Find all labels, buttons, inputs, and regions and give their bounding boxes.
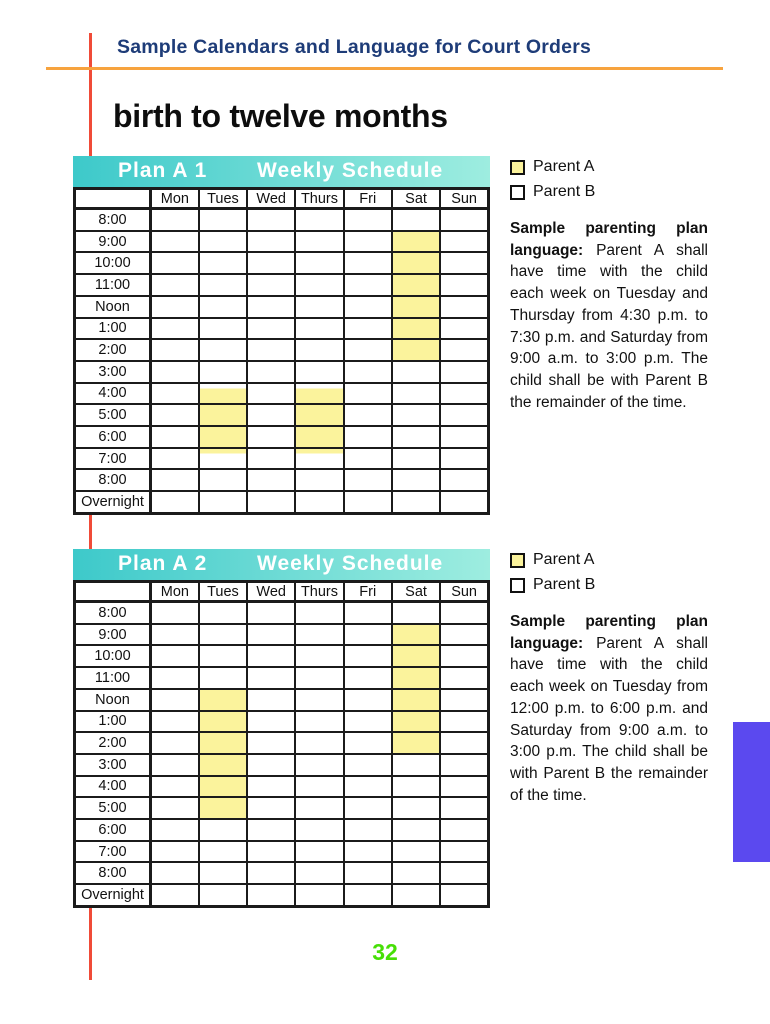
day-header: Wed <box>247 582 295 602</box>
schedule-cell <box>392 819 440 841</box>
schedule-cell <box>199 231 247 253</box>
schedule-cell <box>344 667 392 689</box>
schedule-title: Weekly Schedule <box>257 159 444 182</box>
schedule-cell <box>344 231 392 253</box>
day-header: Mon <box>151 582 199 602</box>
schedule-cell <box>151 624 199 646</box>
schedule-cell <box>392 624 440 646</box>
day-header: Tues <box>199 582 247 602</box>
schedule-cell <box>344 469 392 491</box>
schedule-cell <box>440 862 488 884</box>
schedule-cell <box>295 689 343 711</box>
schedule-cell <box>199 361 247 383</box>
plan-title-bar <box>73 549 490 580</box>
legend <box>510 551 708 594</box>
schedule-cell <box>151 797 199 819</box>
schedule-cell <box>295 841 343 863</box>
time-label: Overnight <box>75 884 151 906</box>
schedule-cell <box>151 862 199 884</box>
schedule-cell <box>344 339 392 361</box>
schedule-cell <box>199 624 247 646</box>
schedule-cell <box>344 754 392 776</box>
schedule-cell <box>247 645 295 667</box>
schedule-cell <box>440 754 488 776</box>
schedule-cell <box>247 318 295 340</box>
legend <box>510 158 708 201</box>
schedule-cell <box>247 732 295 754</box>
schedule-cell <box>440 841 488 863</box>
schedule-cell <box>392 252 440 274</box>
schedule-cell <box>344 711 392 733</box>
schedule-cell <box>247 819 295 841</box>
schedule-cell <box>295 383 343 405</box>
schedule-cell <box>440 361 488 383</box>
schedule-cell <box>440 209 488 231</box>
schedule-cell <box>392 209 440 231</box>
schedule-cell <box>199 776 247 798</box>
schedule-cell <box>295 361 343 383</box>
schedule-cell <box>295 645 343 667</box>
schedule-cell <box>392 689 440 711</box>
schedule-cell <box>247 491 295 513</box>
schedule-cell <box>199 339 247 361</box>
schedule-cell <box>247 296 295 318</box>
schedule-cell <box>440 426 488 448</box>
schedule-cell <box>392 841 440 863</box>
schedule-cell <box>151 404 199 426</box>
schedule-cell <box>247 404 295 426</box>
schedule-cell <box>344 884 392 906</box>
schedule-cell <box>392 491 440 513</box>
schedule-cell <box>151 754 199 776</box>
schedule-cell <box>392 383 440 405</box>
schedule-cell <box>295 862 343 884</box>
schedule-cell <box>440 274 488 296</box>
schedule-cell <box>151 448 199 470</box>
time-column-header <box>75 189 151 209</box>
time-label: 7:00 <box>75 448 151 470</box>
schedule-cell <box>344 645 392 667</box>
schedule-cell <box>247 624 295 646</box>
schedule-cell <box>199 862 247 884</box>
schedule-cell <box>392 339 440 361</box>
schedule-cell <box>392 884 440 906</box>
time-label: 4:00 <box>75 383 151 405</box>
legend-label: Parent A <box>533 158 595 175</box>
schedule-cell <box>344 448 392 470</box>
schedule-cell <box>199 602 247 624</box>
schedule-cell <box>151 776 199 798</box>
schedule-cell <box>344 624 392 646</box>
language-paragraph <box>510 218 708 413</box>
schedule-cell <box>440 819 488 841</box>
schedule-cell <box>151 231 199 253</box>
schedule-cell <box>440 711 488 733</box>
day-header: Sat <box>392 582 440 602</box>
schedule-cell <box>151 602 199 624</box>
time-label: 11:00 <box>75 667 151 689</box>
schedule-cell <box>440 339 488 361</box>
schedule-cell <box>440 231 488 253</box>
schedule-cell <box>440 296 488 318</box>
schedule-cell <box>247 689 295 711</box>
schedule-cell <box>440 624 488 646</box>
schedule-cell <box>440 383 488 405</box>
time-label: 6:00 <box>75 426 151 448</box>
schedule-cell <box>199 667 247 689</box>
day-header: Tues <box>199 189 247 209</box>
schedule-cell <box>199 318 247 340</box>
time-label: 8:00 <box>75 602 151 624</box>
schedule-table <box>73 580 490 908</box>
schedule-cell <box>199 296 247 318</box>
day-header: Thurs <box>295 189 343 209</box>
schedule-cell <box>247 231 295 253</box>
schedule-cell <box>247 884 295 906</box>
schedule-cell <box>392 602 440 624</box>
orange-rule <box>46 67 723 70</box>
schedule-cell <box>344 296 392 318</box>
side-panel <box>510 551 708 806</box>
side-panel <box>510 158 708 413</box>
schedule-cell <box>440 667 488 689</box>
schedule-cell <box>247 862 295 884</box>
time-label: Noon <box>75 689 151 711</box>
time-label: 8:00 <box>75 209 151 231</box>
day-header: Sat <box>392 189 440 209</box>
schedule-cell <box>440 884 488 906</box>
schedule-cell <box>199 426 247 448</box>
schedule-cell <box>295 797 343 819</box>
schedule-cell <box>199 819 247 841</box>
schedule-cell <box>295 732 343 754</box>
schedule-cell <box>440 491 488 513</box>
legend-row-parent-b <box>510 183 708 201</box>
time-label: 5:00 <box>75 797 151 819</box>
section-title: birth to twelve months <box>113 98 448 134</box>
schedule-cell <box>392 296 440 318</box>
schedule-cell <box>151 426 199 448</box>
schedule-cell <box>344 209 392 231</box>
day-header: Fri <box>344 189 392 209</box>
language-lead: Sample parenting plan language: <box>510 220 708 259</box>
schedule-cell <box>295 448 343 470</box>
schedule-cell <box>392 448 440 470</box>
schedule-cell <box>199 711 247 733</box>
schedule-cell <box>151 819 199 841</box>
schedule-cell <box>151 296 199 318</box>
time-label: Noon <box>75 296 151 318</box>
time-label: 3:00 <box>75 754 151 776</box>
language-body: Parent A shall have time with the child each week on Tuesday and Thursday from 4:30 p.m. to 7:30 p.m. and Saturday from 9:00 a.m. to 3:00 p.m. The child shall be with Parent B the remainder of the time. <box>510 241 708 411</box>
schedule-cell <box>392 776 440 798</box>
schedule-cell <box>295 491 343 513</box>
schedule-cell <box>199 884 247 906</box>
schedule-cell <box>344 274 392 296</box>
page-header-title: Sample Calendars and Language for Court Orders <box>117 36 592 58</box>
schedule-cell <box>344 491 392 513</box>
schedule-cell <box>295 426 343 448</box>
schedule-cell <box>247 274 295 296</box>
time-column-header <box>75 582 151 602</box>
schedule-cell <box>344 602 392 624</box>
schedule-cell <box>440 448 488 470</box>
schedule-cell <box>247 469 295 491</box>
schedule-cell <box>440 318 488 340</box>
schedule-cell <box>392 274 440 296</box>
time-label: 11:00 <box>75 274 151 296</box>
schedule-table <box>73 187 490 515</box>
schedule-cell <box>344 689 392 711</box>
schedule-cell <box>151 711 199 733</box>
time-label: 3:00 <box>75 361 151 383</box>
schedule-cell <box>151 318 199 340</box>
schedule-cell <box>199 209 247 231</box>
schedule-cell <box>151 274 199 296</box>
day-header: Sun <box>440 189 488 209</box>
schedule-cell <box>199 274 247 296</box>
schedule-cell <box>199 732 247 754</box>
plan-title-bar <box>73 156 490 187</box>
schedule-cell <box>151 252 199 274</box>
schedule-cell <box>440 776 488 798</box>
schedule-cell <box>247 776 295 798</box>
time-label: 10:00 <box>75 645 151 667</box>
schedule-cell <box>199 754 247 776</box>
schedule-cell <box>247 209 295 231</box>
schedule-cell <box>199 383 247 405</box>
schedule-cell <box>440 689 488 711</box>
time-label: 6:00 <box>75 819 151 841</box>
schedule-cell <box>295 624 343 646</box>
schedule-cell <box>151 469 199 491</box>
legend-label: Parent B <box>533 576 596 593</box>
schedule-cell <box>392 732 440 754</box>
schedule-cell <box>247 252 295 274</box>
legend-row-parent-a <box>510 158 708 176</box>
schedule-cell <box>247 339 295 361</box>
schedule-cell <box>295 602 343 624</box>
schedule-cell <box>344 797 392 819</box>
schedule-cell <box>151 841 199 863</box>
parent-b-swatch <box>510 578 525 593</box>
schedule-cell <box>247 448 295 470</box>
plan-title: Plan A 2 <box>118 552 208 575</box>
schedule-cell <box>151 339 199 361</box>
schedule-cell <box>247 667 295 689</box>
schedule-cell <box>247 602 295 624</box>
schedule-cell <box>440 732 488 754</box>
schedule-cell <box>295 404 343 426</box>
purple-side-tab <box>733 722 770 862</box>
schedule-cell <box>151 209 199 231</box>
schedule-cell <box>295 296 343 318</box>
day-header: Wed <box>247 189 295 209</box>
parent-a-swatch <box>510 160 525 175</box>
schedule-cell <box>392 754 440 776</box>
schedule-cell <box>344 732 392 754</box>
time-label: 8:00 <box>75 862 151 884</box>
schedule-cell <box>295 776 343 798</box>
time-label: 1:00 <box>75 711 151 733</box>
schedule-cell <box>151 645 199 667</box>
schedule-cell <box>392 667 440 689</box>
schedule-cell <box>344 841 392 863</box>
schedule-cell <box>199 797 247 819</box>
page-number: 32 <box>372 939 398 965</box>
schedule-cell <box>440 469 488 491</box>
schedule-cell <box>295 339 343 361</box>
legend-label: Parent A <box>533 551 595 568</box>
schedule-cell <box>295 469 343 491</box>
schedule-cell <box>344 426 392 448</box>
time-label: 1:00 <box>75 318 151 340</box>
schedule-cell <box>199 689 247 711</box>
time-label: 2:00 <box>75 339 151 361</box>
time-label: 7:00 <box>75 841 151 863</box>
time-label: 8:00 <box>75 469 151 491</box>
schedule-cell <box>440 404 488 426</box>
schedule-cell <box>247 754 295 776</box>
day-header: Thurs <box>295 582 343 602</box>
schedule-cell <box>151 732 199 754</box>
schedule-cell <box>247 797 295 819</box>
schedule-cell <box>295 819 343 841</box>
schedule-cell <box>295 231 343 253</box>
plan-section-a2 <box>73 549 733 908</box>
schedule-cell <box>344 819 392 841</box>
schedule-cell <box>344 318 392 340</box>
schedule-cell <box>344 383 392 405</box>
schedule-cell <box>392 711 440 733</box>
schedule-cell <box>247 383 295 405</box>
time-label: 4:00 <box>75 776 151 798</box>
day-header: Fri <box>344 582 392 602</box>
schedule-cell <box>247 711 295 733</box>
schedule-cell <box>392 797 440 819</box>
schedule-cell <box>247 361 295 383</box>
schedule-cell <box>295 754 343 776</box>
plan-section-a1 <box>73 156 733 515</box>
schedule-title: Weekly Schedule <box>257 552 444 575</box>
schedule-cell <box>344 361 392 383</box>
schedule-cell <box>295 884 343 906</box>
schedule-cell <box>392 645 440 667</box>
time-label: Overnight <box>75 491 151 513</box>
language-paragraph <box>510 611 708 806</box>
day-header: Sun <box>440 582 488 602</box>
language-lead: Sample parenting plan language: <box>510 613 708 652</box>
schedule-cell <box>151 491 199 513</box>
legend-row-parent-b <box>510 576 708 594</box>
schedule-cell <box>151 667 199 689</box>
schedule-cell <box>295 667 343 689</box>
schedule-cell <box>344 862 392 884</box>
schedule-cell <box>440 252 488 274</box>
schedule-cell <box>199 404 247 426</box>
schedule-cell <box>151 383 199 405</box>
schedule-cell <box>392 469 440 491</box>
schedule-cell <box>151 689 199 711</box>
schedule-cell <box>440 645 488 667</box>
schedule-cell <box>151 361 199 383</box>
schedule-cell <box>392 231 440 253</box>
time-label: 5:00 <box>75 404 151 426</box>
schedule-cell <box>295 252 343 274</box>
schedule-cell <box>344 776 392 798</box>
schedule-cell <box>199 841 247 863</box>
schedule-cell <box>199 252 247 274</box>
parent-a-swatch <box>510 553 525 568</box>
schedule-cell <box>295 318 343 340</box>
schedule-cell <box>295 711 343 733</box>
plan-title: Plan A 1 <box>118 159 208 182</box>
schedule-cell <box>199 469 247 491</box>
schedule-cell <box>440 797 488 819</box>
schedule-cell <box>199 645 247 667</box>
schedule-cell <box>392 361 440 383</box>
schedule-cell <box>344 404 392 426</box>
legend-row-parent-a <box>510 551 708 569</box>
schedule-cell <box>295 274 343 296</box>
schedule-cell <box>199 491 247 513</box>
day-header: Mon <box>151 189 199 209</box>
schedule-cell <box>295 209 343 231</box>
schedule-cell <box>392 404 440 426</box>
schedule-cell <box>247 426 295 448</box>
parent-b-swatch <box>510 185 525 200</box>
time-label: 9:00 <box>75 624 151 646</box>
time-label: 10:00 <box>75 252 151 274</box>
language-body: Parent A shall have time with the child each week on Tuesday from 12:00 p.m. to 6:00 p.m. and Saturday from 9:00 a.m. to 3:00 p.m. The child shall be with Parent B the remainder of the time. <box>510 634 708 804</box>
schedule-cell <box>199 448 247 470</box>
schedule-cell <box>344 252 392 274</box>
time-label: 9:00 <box>75 231 151 253</box>
schedule-cell <box>392 426 440 448</box>
schedule-cell <box>392 318 440 340</box>
time-label: 2:00 <box>75 732 151 754</box>
legend-label: Parent B <box>533 183 596 200</box>
schedule-cell <box>392 862 440 884</box>
schedule-cell <box>151 884 199 906</box>
schedule-cell <box>247 841 295 863</box>
schedule-cell <box>440 602 488 624</box>
